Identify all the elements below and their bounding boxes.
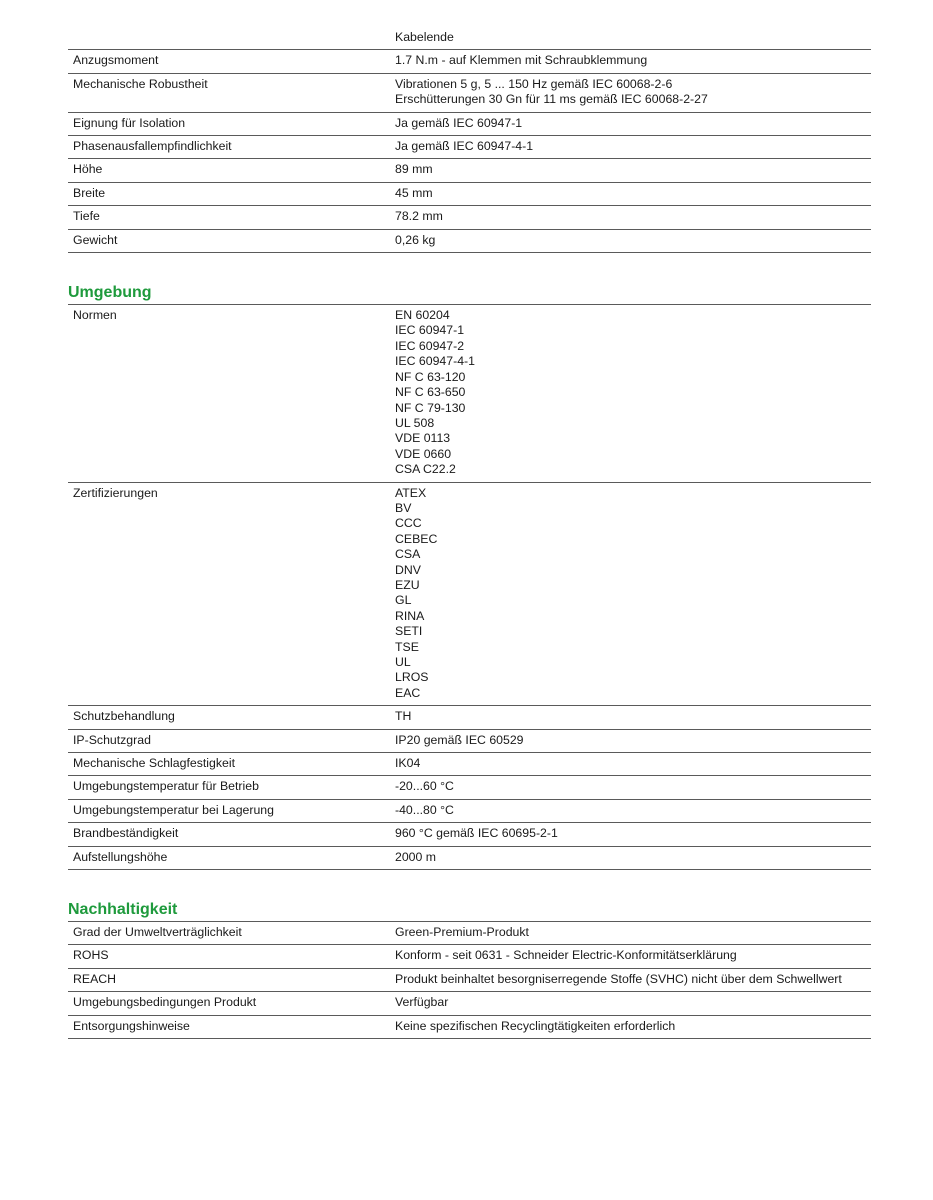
spec-value-line: Produkt beinhaltet besorgniserregende Stoffe (SVHC) nicht über dem Schwellwert	[395, 971, 842, 986]
spec-value-line: 45 mm	[395, 185, 433, 200]
spec-value-line: UL 508	[395, 415, 435, 430]
spec-value-line: Verfügbar	[395, 995, 449, 1010]
spec-key: ROHS	[73, 948, 109, 963]
spec-key: REACH	[73, 971, 117, 986]
spec-key: Umgebungstemperatur für Betrieb	[73, 779, 259, 794]
spec-value-line: Ja gemäß IEC 60947-1	[395, 115, 523, 130]
spec-value	[395, 992, 871, 1015]
spec-value-line: Green-Premium-Produkt	[395, 925, 529, 940]
spec-value-line: LROS	[395, 670, 429, 685]
spec-value-line: Ja gemäß IEC 60947-4-1	[395, 139, 534, 154]
spec-value	[395, 73, 871, 112]
spec-value-line: TH	[395, 709, 412, 724]
spec-key: Eignung für Isolation	[73, 115, 186, 130]
spec-value-line: GL	[395, 593, 412, 608]
spec-row	[68, 799, 871, 822]
spec-row	[68, 50, 871, 73]
spec-value	[395, 112, 871, 135]
spec-value-line: SETI	[395, 624, 423, 639]
spec-value	[395, 305, 871, 482]
spec-value-line: Konform - seit 0631 - Schneider Electric-Konformitätserklärung	[395, 948, 737, 963]
spec-value-line: BV	[395, 500, 412, 515]
spec-value-line: EAC	[395, 685, 421, 700]
spec-value-line: 78.2 mm	[395, 209, 443, 224]
spec-value-line: RINA	[395, 608, 425, 623]
spec-key: Umgebungstemperatur bei Lagerung	[73, 802, 274, 817]
spec-value-line: Vibrationen 5 g, 5 ... 150 Hz gemäß IEC 60068-2-6	[395, 76, 673, 91]
spec-row	[68, 776, 871, 799]
spec-row	[68, 846, 871, 869]
spec-value-line: IEC 60947-2	[395, 338, 465, 353]
spec-value-line: Keine spezifischen Recyclingtätigkeiten erforderlich	[395, 1018, 676, 1033]
spec-table-body	[68, 27, 871, 253]
section-title-wrap	[68, 900, 871, 922]
spec-value	[395, 729, 871, 752]
spec-row	[68, 992, 871, 1015]
spec-value-line: CSA	[395, 547, 421, 562]
spec-row	[68, 305, 871, 482]
spec-value-line: -40...80 °C	[395, 802, 454, 817]
spec-value-line: NF C 63-650	[395, 385, 466, 400]
spec-row	[68, 482, 871, 706]
spec-row	[68, 706, 871, 729]
spec-value	[395, 945, 871, 968]
spec-value	[395, 229, 871, 252]
spec-value-line: CSA C22.2	[395, 462, 456, 477]
spec-row	[68, 968, 871, 991]
spec-value	[395, 159, 871, 182]
spec-value-line: 1.7 N.m - auf Klemmen mit Schraubklemmung	[395, 53, 648, 68]
spec-row	[68, 159, 871, 182]
spec-value	[395, 846, 871, 869]
spec-row	[68, 73, 871, 112]
spec-value-line: -20...60 °C	[395, 779, 454, 794]
spec-sheet-page	[68, 27, 871, 1039]
spec-value-line: 0,26 kg	[395, 232, 436, 247]
spec-value-line: VDE 0660	[395, 446, 452, 461]
spec-value-line: 2000 m	[395, 849, 437, 864]
spec-value-line: VDE 0113	[395, 431, 451, 446]
spec-value	[395, 922, 871, 945]
spec-value	[395, 753, 871, 776]
section-title-umgebung: Umgebung	[68, 284, 152, 302]
spec-value-line: IEC 60947-1	[395, 323, 465, 338]
spec-row	[68, 945, 871, 968]
spec-table-body	[68, 922, 871, 1039]
spec-value	[395, 706, 871, 729]
section-title-nachhaltigkeit: Nachhaltigkeit	[68, 901, 178, 919]
spec-row	[68, 182, 871, 205]
spec-key: Breite	[73, 185, 106, 200]
spec-table-general	[68, 27, 871, 253]
spec-row	[68, 27, 871, 50]
spec-row	[68, 229, 871, 252]
spec-key: Umgebungsbedingungen Produkt	[73, 995, 257, 1010]
spec-value	[395, 968, 871, 991]
spec-value-line: UL	[395, 655, 411, 669]
spec-value-line: 89 mm	[395, 162, 433, 177]
spec-table-umgebung	[68, 305, 871, 870]
spec-value-line: DNV	[395, 562, 421, 577]
spec-value-line: Kabelende	[395, 30, 454, 44]
spec-value-line: CEBEC	[395, 531, 438, 546]
spec-key: Normen	[73, 308, 117, 323]
spec-key: Brandbeständigkeit	[73, 826, 179, 841]
section-nachhaltigkeit	[68, 900, 871, 1039]
spec-value-line: IK04	[395, 756, 421, 771]
spec-value-line: TSE	[395, 639, 419, 654]
spec-value	[395, 799, 871, 822]
spec-value-line: 960 °C gemäß IEC 60695-2-1	[395, 826, 558, 841]
spec-value-line: IP20 gemäß IEC 60529	[395, 732, 524, 747]
spec-row	[68, 112, 871, 135]
spec-key: Aufstellungshöhe	[73, 849, 168, 864]
spec-value-line: EZU	[395, 577, 420, 592]
spec-row	[68, 1015, 871, 1038]
spec-row	[68, 823, 871, 846]
spec-value	[395, 27, 871, 50]
spec-key: Mechanische Robustheit	[73, 76, 208, 91]
spec-value-line: NF C 63-120	[395, 369, 466, 384]
section-umgebung	[68, 283, 871, 870]
spec-value	[395, 482, 871, 706]
spec-value-line: IEC 60947-4-1	[395, 354, 475, 369]
spec-value	[395, 136, 871, 159]
spec-key: Entsorgungshinweise	[73, 1018, 190, 1033]
spec-value	[395, 1015, 871, 1038]
spec-row	[68, 922, 871, 945]
spec-key: Phasenausfallempfindlichkeit	[73, 139, 232, 154]
spec-value	[395, 182, 871, 205]
spec-value-line: Erschütterungen 30 Gn für 11 ms gemäß IEC 60068-2-27	[395, 92, 708, 107]
spec-key: Gewicht	[73, 232, 118, 247]
spec-table-nachhaltigkeit	[68, 922, 871, 1039]
spec-value-line: NF C 79-130	[395, 400, 466, 415]
spec-row	[68, 753, 871, 776]
spec-key: Höhe	[73, 162, 103, 177]
spec-value-line: CCC	[395, 516, 422, 531]
spec-key: IP-Schutzgrad	[73, 732, 151, 747]
section-title-wrap	[68, 283, 871, 305]
spec-key: Schutzbehandlung	[73, 709, 175, 724]
spec-row	[68, 136, 871, 159]
spec-key: Zertifizierungen	[73, 485, 158, 500]
spec-row	[68, 729, 871, 752]
spec-table-body	[68, 305, 871, 870]
spec-value	[395, 823, 871, 846]
spec-value	[395, 206, 871, 229]
spec-key	[68, 27, 395, 50]
spec-value	[395, 776, 871, 799]
spec-key: Mechanische Schlagfestigkeit	[73, 756, 235, 771]
spec-row	[68, 206, 871, 229]
spec-key: Grad der Umweltverträglichkeit	[73, 925, 242, 940]
spec-value-line: EN 60204	[395, 308, 450, 323]
spec-key: Tiefe	[73, 209, 100, 224]
spec-value-line: ATEX	[395, 485, 427, 500]
spec-key: Anzugsmoment	[73, 53, 159, 68]
spec-value	[395, 50, 871, 73]
